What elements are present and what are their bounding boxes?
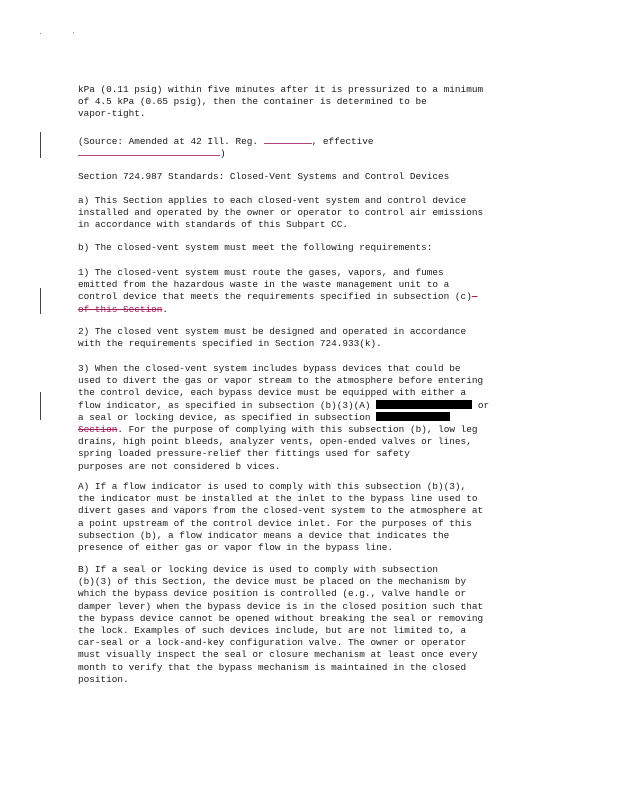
subsection-b: b) The closed-vent system must meet the following requirements: <box>78 242 433 253</box>
paragraph-continuation <box>78 84 548 121</box>
text-line: divert gases and vapors from the closed-vent system to the atmosphere at <box>78 505 484 517</box>
source-effective: , effective <box>311 136 374 147</box>
text-line: a) This Section applies to each closed-vent system and control device <box>78 195 467 206</box>
text-line: vapor-tight. <box>78 108 146 120</box>
subsection-B <box>78 564 548 686</box>
revision-bar <box>40 392 41 420</box>
source-close: ) <box>220 148 226 160</box>
subsection-b3: 3) When the closed-vent system includes bypass devices that could be used to divert the gas or vapor stream to the atmosphere before entering the control device, each bypass device must be equipped with either a flow indicator, as specified in subsection (b)(3)(A) or a seal or locking device, as specified in subsection Section. For the purpose of complying with this subsection (b), low leg drains, high point bleeds, analyzer vents, open-ended valves or lines, spring loaded pressure-relief ther fittings used for safety purposes are not considered b vices. <box>78 363 490 472</box>
text-line: with the requirements specified in Section 724.933(k). <box>78 338 382 350</box>
text-line: month to verify that the bypass mechanism is maintained in the closed <box>78 661 467 673</box>
deleted-dash: - <box>471 291 478 303</box>
subsection-A <box>78 481 548 554</box>
text-line: emitted from the hazardous waste in the waste management unit to a <box>78 279 450 291</box>
text-line: the indicator must be installed at the inlet to the bypass line used to <box>78 493 478 505</box>
redaction-box <box>376 400 472 409</box>
text-line: the bypass device cannot be opened without breaking the seal or removing <box>78 612 484 624</box>
text-line: the lock. Examples of such devices include, but are not limited to, a <box>78 624 467 636</box>
revision-bar <box>40 132 41 158</box>
source-text: (Source: Amended at 42 Ill. Reg. <box>78 136 264 147</box>
text-line: position. <box>78 673 129 685</box>
scan-speck <box>40 33 41 34</box>
text-line: installed and operated by the owner or operator to control air emissions <box>78 207 484 219</box>
section-heading: Section 724.987 Standards: Closed-Vent Systems and Control Devices <box>78 171 450 182</box>
date-blank <box>264 134 312 144</box>
text-line: presence of either gas or vapor flow in the bypass line. <box>78 541 394 553</box>
revision-bar <box>40 288 41 314</box>
subsection-b2 <box>78 326 548 350</box>
text-line: kPa (0.11 psig) within five minutes after it is pressurized to a minimum <box>78 84 484 95</box>
deleted-text: Section <box>78 423 118 435</box>
text-line: A) If a flow indicator is used to comply with this subsection (b)(3), <box>78 481 467 492</box>
subsection-b1: 1) The closed-vent system must route the gases, vapors, and fumes emitted from the hazardous waste in the waste management unit to a control device that meets the requirements specified in subsection (c)- of this Section. <box>78 267 548 316</box>
text-line: damper lever) when the bypass device is in the closed position such that <box>78 600 484 612</box>
text-line: in accordance with standards of this Subpart CC. <box>78 219 349 231</box>
text-line: B) If a seal or locking device is used to comply with subsection <box>78 564 439 575</box>
text-line: (b)(3) of this Section, the device must be placed on the mechanism by <box>78 576 467 588</box>
text-line: a point upstream of the control device inlet. For the purposes of this <box>78 517 472 529</box>
text-line: 2) The closed vent system must be designed and operated in accordance <box>78 326 467 337</box>
text-line: subsection (b), a flow indicator means a device that indicates the <box>78 529 450 541</box>
subsection-a <box>78 195 548 232</box>
scan-speck <box>73 32 74 33</box>
text-line: must visually inspect the seal or closure mechanism at least once every <box>78 649 478 661</box>
text-line: control device that meets the requirements specified in subsection (c) <box>78 291 472 303</box>
text-line: car-seal or a lock-and-key configuration valve. The owner or operator <box>78 637 467 649</box>
source-note <box>78 134 548 158</box>
redaction-box <box>376 412 450 421</box>
effective-date-blank <box>78 146 220 156</box>
text-line: which the bypass device position is controlled (e.g., valve handle or <box>78 588 467 600</box>
text-line: of 4.5 kPa (0.65 psig), then the container is determined to be <box>78 96 427 108</box>
deleted-text: of this Section <box>78 303 163 315</box>
text-line: 1) The closed-vent system must route the gases, vapors, and fumes <box>78 267 444 278</box>
